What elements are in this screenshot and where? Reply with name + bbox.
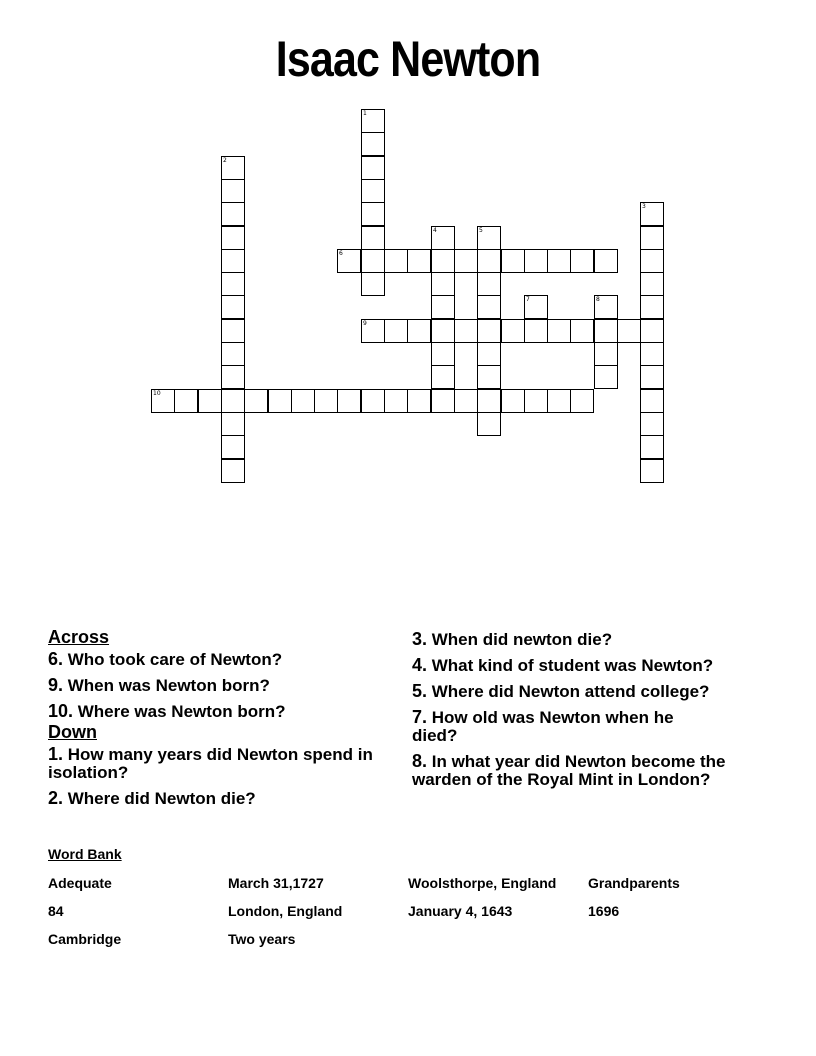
crossword-cell[interactable]: [407, 249, 431, 273]
word-bank-item: Grandparents: [588, 875, 680, 891]
crossword-cell[interactable]: [407, 389, 431, 413]
crossword-cell[interactable]: [431, 272, 455, 296]
crossword-cell[interactable]: [594, 249, 618, 273]
crossword-cell[interactable]: [221, 435, 245, 459]
crossword-cell[interactable]: [361, 272, 385, 296]
cell-number: 6: [339, 250, 343, 257]
crossword-cell[interactable]: [524, 389, 548, 413]
crossword-cell[interactable]: [221, 272, 245, 296]
crossword-cell[interactable]: [477, 295, 501, 319]
cell-number: 1: [363, 110, 367, 117]
crossword-cell[interactable]: [431, 295, 455, 319]
crossword-cell[interactable]: [594, 295, 618, 319]
cell-number: 4: [433, 227, 437, 234]
word-bank-item: Cambridge: [48, 931, 122, 947]
crossword-cell[interactable]: [477, 342, 501, 366]
crossword-cell[interactable]: [547, 319, 571, 343]
crossword-cell[interactable]: [221, 459, 245, 483]
clue-down-2: 2. Where did Newton die?: [48, 788, 256, 808]
crossword-cell[interactable]: [640, 435, 664, 459]
crossword-cell[interactable]: [221, 319, 245, 343]
crossword-cell[interactable]: [477, 272, 501, 296]
crossword-cell[interactable]: [477, 365, 501, 389]
cell-number: 7: [526, 296, 530, 303]
crossword-cell[interactable]: [384, 319, 408, 343]
word-bank-item: London, England: [228, 903, 343, 919]
word-bank-title: Word Bank: [48, 846, 122, 862]
crossword-cell[interactable]: [221, 226, 245, 250]
word-bank-item: 84: [48, 903, 64, 919]
crossword-cell[interactable]: [314, 389, 338, 413]
crossword-cell[interactable]: [640, 319, 664, 343]
crossword-cell[interactable]: [268, 389, 292, 413]
down-heading: Down: [48, 722, 97, 742]
crossword-cell[interactable]: [221, 249, 245, 273]
clue-across-10: 10. Where was Newton born?: [48, 701, 286, 721]
crossword-cell[interactable]: [454, 319, 478, 343]
crossword-cell[interactable]: [361, 156, 385, 180]
crossword-cell[interactable]: [431, 342, 455, 366]
crossword-cell[interactable]: [640, 389, 664, 413]
crossword-cell[interactable]: [640, 342, 664, 366]
crossword-cell[interactable]: [454, 249, 478, 273]
clue-across-6: 6. Who took care of Newton?: [48, 649, 283, 669]
crossword-cell[interactable]: [640, 365, 664, 389]
crossword-cell[interactable]: [640, 249, 664, 273]
word-bank-item: Adequate: [48, 875, 112, 891]
clue-down-1: 1. How many years did Newton spend in isolation?: [48, 744, 373, 782]
crossword-cell[interactable]: [221, 156, 245, 180]
crossword-cell[interactable]: [477, 412, 501, 436]
clue-down-4: 4. What kind of student was Newton?: [412, 655, 714, 675]
clue-down-8: 8. In what year did Newton become the warden of the Royal Mint in London?: [412, 751, 726, 789]
crossword-cell[interactable]: [361, 389, 385, 413]
crossword-cell[interactable]: [221, 365, 245, 389]
crossword-cell[interactable]: [640, 202, 664, 226]
crossword-cell[interactable]: [594, 365, 618, 389]
crossword-cell[interactable]: [221, 295, 245, 319]
crossword-cell[interactable]: [151, 389, 175, 413]
cell-number: 8: [596, 296, 600, 303]
clue-down-3: 3. When did newton die?: [412, 629, 613, 649]
crossword-cell[interactable]: [524, 319, 548, 343]
word-bank-item: Two years: [228, 931, 296, 947]
crossword-cell[interactable]: [384, 389, 408, 413]
crossword-cell[interactable]: [361, 226, 385, 250]
crossword-cell[interactable]: [361, 319, 385, 343]
crossword-grid[interactable]: [0, 0, 816, 520]
crossword-cell[interactable]: [640, 412, 664, 436]
crossword-cell[interactable]: [337, 249, 361, 273]
crossword-cell[interactable]: [477, 249, 501, 273]
crossword-cell[interactable]: [431, 365, 455, 389]
crossword-cell[interactable]: [477, 389, 501, 413]
crossword-cell[interactable]: [361, 132, 385, 156]
crossword-cell[interactable]: [501, 389, 525, 413]
clue-down-7: 7. How old was Newton when he died?: [412, 707, 674, 745]
crossword-cell[interactable]: [524, 249, 548, 273]
crossword-cell[interactable]: [198, 389, 222, 413]
crossword-cell[interactable]: [524, 295, 548, 319]
crossword-cell[interactable]: [431, 389, 455, 413]
crossword-cell[interactable]: [431, 319, 455, 343]
crossword-cell[interactable]: [431, 249, 455, 273]
crossword-cell[interactable]: [570, 249, 594, 273]
clue-across-9: 9. When was Newton born?: [48, 675, 270, 695]
clues-left-column: [48, 628, 388, 815]
word-bank-item: January 4, 1643: [408, 903, 513, 919]
crossword-cell[interactable]: [454, 389, 478, 413]
clue-down-5: 5. Where did Newton attend college?: [412, 681, 710, 701]
crossword-cell[interactable]: [361, 202, 385, 226]
crossword-cell[interactable]: [221, 389, 245, 413]
crossword-cell[interactable]: [407, 319, 431, 343]
cell-number: 2: [223, 157, 227, 164]
crossword-cell[interactable]: [361, 179, 385, 203]
crossword-cell[interactable]: [221, 179, 245, 203]
across-heading: Across: [48, 627, 110, 647]
crossword-cell[interactable]: [174, 389, 198, 413]
cell-number: 9: [363, 320, 367, 327]
word-bank-item: March 31,1727: [228, 875, 324, 891]
crossword-cell[interactable]: [477, 226, 501, 250]
crossword-cell[interactable]: [570, 319, 594, 343]
crossword-cell[interactable]: [361, 109, 385, 133]
crossword-cell[interactable]: [594, 342, 618, 366]
crossword-cell[interactable]: [640, 272, 664, 296]
crossword-cell[interactable]: [547, 249, 571, 273]
crossword-cell[interactable]: [640, 226, 664, 250]
crossword-cell[interactable]: [501, 249, 525, 273]
crossword-cell[interactable]: [594, 319, 618, 343]
crossword-cell[interactable]: [501, 319, 525, 343]
crossword-cell[interactable]: [640, 295, 664, 319]
crossword-cell[interactable]: [221, 202, 245, 226]
word-bank-item: Woolsthorpe, England: [408, 875, 557, 891]
cell-number: 3: [642, 203, 646, 210]
crossword-cell[interactable]: [221, 342, 245, 366]
crossword-cell[interactable]: [384, 249, 408, 273]
crossword-cell[interactable]: [547, 389, 571, 413]
page-title: Isaac Newton: [275, 31, 541, 87]
crossword-cell[interactable]: [570, 389, 594, 413]
cell-number: 5: [479, 227, 483, 234]
crossword-cell[interactable]: [431, 226, 455, 250]
crossword-cell[interactable]: [221, 412, 245, 436]
cell-number: 10: [153, 390, 161, 397]
crossword-cell[interactable]: [244, 389, 268, 413]
crossword-cell[interactable]: [361, 249, 385, 273]
crossword-cell[interactable]: [477, 319, 501, 343]
crossword-cell[interactable]: [291, 389, 315, 413]
crossword-cell[interactable]: [640, 459, 664, 483]
crossword-cell[interactable]: [617, 319, 641, 343]
crossword-cell[interactable]: [337, 389, 361, 413]
word-bank-item: 1696: [588, 903, 620, 919]
clues-right-column: [412, 630, 782, 796]
